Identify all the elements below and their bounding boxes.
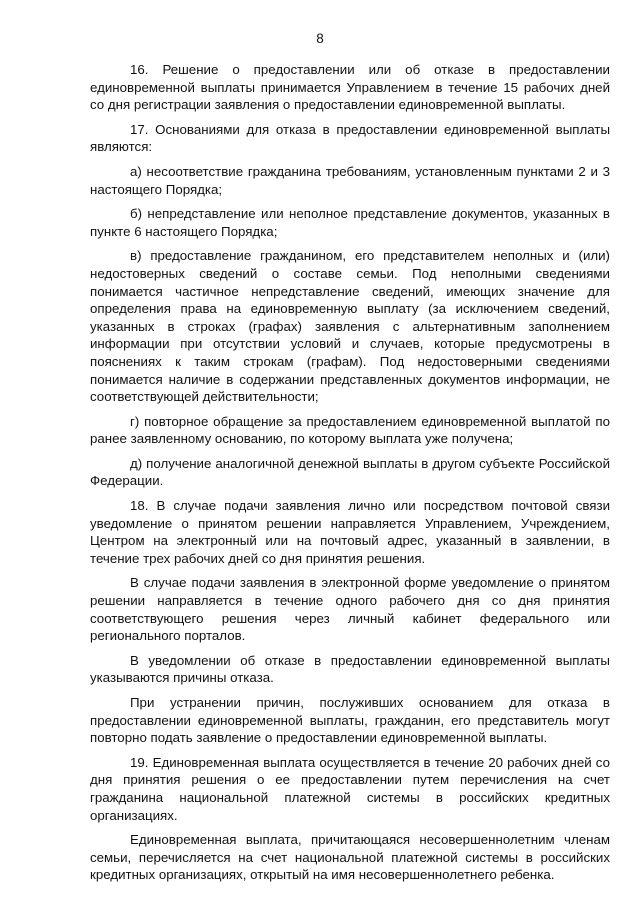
list-item-b: б) непредставление или неполное представление документов, указанных в пункте 6 настоящего Порядка; <box>90 206 610 239</box>
paragraph-refusal-reasons: В уведомлении об отказе в предоставлении единовременной выплаты указываются причины отказа. <box>90 652 610 686</box>
paragraph-electronic-notice: В случае подачи заявления в электронной форме уведомление о принятом решении направляется в течение одного рабочего дня со дня принятия соответствующего решения через личный кабинет федерального или регионального порталов. <box>90 575 610 644</box>
page-number: 8 <box>316 31 324 46</box>
list-item-g: г) повторное обращение за предоставлением единовременной выплатой по ранее заявленному основанию, по которому выплата уже получена; <box>90 413 610 447</box>
list-item-a: а) несоответствие гражданина требованиям, установленным пунктами 2 и 3 настоящего Порядка; <box>90 163 610 197</box>
paragraph-minor-payment: Единовременная выплата, причитающаяся несовершеннолетним членам семьи, перечисляется на счет национальной платежной системы в российских кредитных организациях, открытый на имя несовершеннолетнего ребенка. <box>90 832 610 883</box>
list-item-v: в) предоставление гражданином, его представителем неполных и (или) недостоверных сведений о составе семьи. Под неполными сведениями понимается частичное непредставление сведений, имеющих значение для определения права на единовременную выплату (за исключением сведений, указанных в строках (графах) заявления с альтернативным заполнением информации при отсутствии условий и случаев, которые предусмотрены в пояснениях к таким строкам (графам). Под недостоверными сведениями понимается наличие в содержании представленных документов информации, не соответствующей действительности; <box>90 248 610 405</box>
paragraph-reapply: При устранении причин, послуживших основанием для отказа в предоставлении единовременной выплаты, гражданин, его представитель могут повторно подать заявление о предоставлении единовременной выплаты. <box>90 695 610 746</box>
list-item-d: д) получение аналогичной денежной выплаты в другом субъекте Российской Федерации. <box>90 455 610 489</box>
paragraph-17: 17. Основаниями для отказа в предоставлении единовременной выплаты являются: <box>90 121 610 155</box>
paragraph-16: 16. Решение о предоставлении или об отказе в предоставлении единовременной выплаты принимается Управлением в течение 15 рабочих дней со дня регистрации заявления о предоставлении единовременной выплаты. <box>90 62 610 113</box>
paragraph-19: 19. Единовременная выплата осуществляется в течение 20 рабочих дней со дня принятия решения о ее предоставлении путем перечисления на счет гражданина национальной платежной системы в российских кредитных организациях. <box>90 754 610 823</box>
document-body <box>90 61 610 891</box>
paragraph-18: 18. В случае подачи заявления лично или посредством почтовой связи уведомление о принятом решении направляется Управлением, Учреждением, Центром на электронный или на почтовый адрес, указанный в заявлении, в течение трех рабочих дней со дня принятия решения. <box>90 498 610 566</box>
